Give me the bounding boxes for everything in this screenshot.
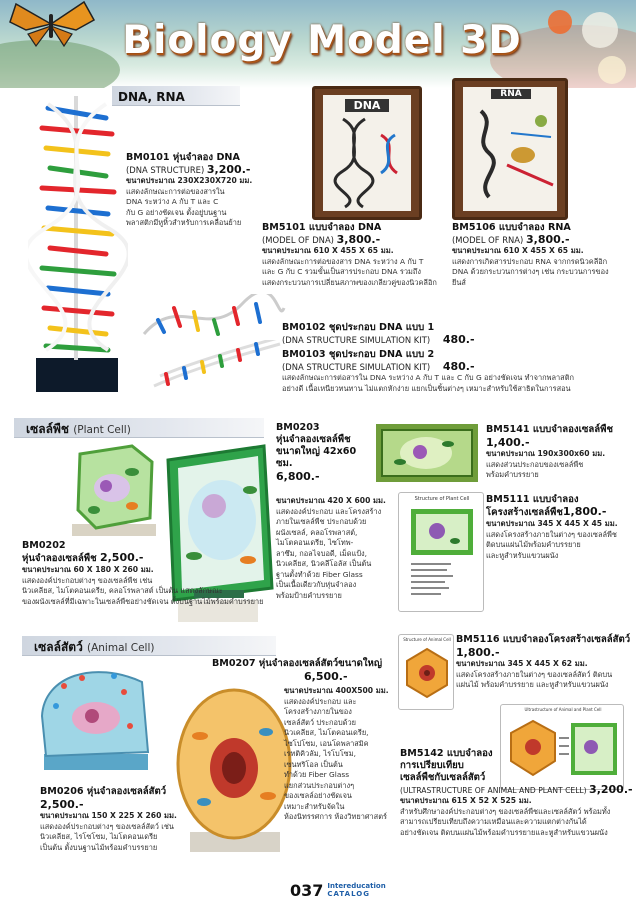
product-desc-line: นิวเคลียส, นิวคลีโอลัส เป็นต้น bbox=[276, 559, 372, 568]
product-code: BM5141 แบบจำลองเซลล์พืช bbox=[486, 424, 613, 435]
dna-board-label: DNA bbox=[345, 99, 389, 112]
product-desc-line: ไซโปโซม, เอนโดพลาสมิค bbox=[284, 738, 369, 748]
section-header-plant bbox=[14, 418, 264, 438]
product-code: BM5106 แบบจำลอง RNA bbox=[452, 222, 571, 233]
product-desc-line: แสดงลักษณะการต่อของสารใน bbox=[126, 186, 225, 196]
product-desc-line: อย่างชัดเจน ติดบนแผ่นไม้พร้อมคำบรรยายและหูสำหรับแขวนผนัง bbox=[400, 827, 608, 837]
product-bm0102 bbox=[282, 322, 582, 346]
product-size: ขนาดประมาณ 610 X 455 X 65 มม. bbox=[262, 246, 394, 255]
plant-cell-board-small-image bbox=[374, 422, 480, 484]
product-bm0101 bbox=[126, 152, 276, 229]
product-size: ขนาดประมาณ 60 X 180 X 260 มม. bbox=[22, 565, 154, 574]
footer-brand-line1: Intereducation bbox=[327, 882, 386, 890]
product-bm0206 bbox=[40, 786, 240, 853]
product-bm0207-details bbox=[284, 686, 410, 823]
product-price: 2,500.- bbox=[40, 798, 84, 811]
dna-kit-2-image bbox=[150, 340, 284, 390]
product-code: BM0203 bbox=[276, 422, 320, 433]
section-title-dna: DNA, RNA bbox=[118, 90, 185, 104]
product-bm0202 bbox=[22, 540, 312, 607]
plant-board-label: Structure of Plant Cell bbox=[414, 496, 470, 502]
plant-cell-small-model-image bbox=[66, 440, 162, 540]
product-desc-line: เรทติคิวลัม, ไรโบโซม, bbox=[284, 749, 356, 758]
product-code: BM5142 แบบจำลอง bbox=[400, 748, 493, 759]
section-title-animal-th: เซลล์สัตว์ bbox=[34, 640, 83, 654]
product-price: 1,800.- bbox=[456, 646, 500, 659]
product-desc-line: นิวเคลียส, ไรโซโซม, ไมโตคอนเดรีย bbox=[40, 832, 158, 841]
rna-board-label: RNA bbox=[491, 89, 531, 99]
product-code: BM0206 หุ่นจำลองเซลล์สัตว์ bbox=[40, 786, 167, 797]
product-desc-line: เซลล์สัตว์ ประกอบด้วย bbox=[284, 717, 356, 727]
product-subtitle: (ULTRASTRUCTURE OF ANIMAL AND PLANT CELL) 3,200.- bbox=[400, 783, 633, 796]
product-size: ขนาดประมาณ 615 X 52 X 525 มม. bbox=[400, 796, 532, 805]
product-size: ขนาดประมาณ 230X230X720 มม. bbox=[126, 176, 253, 185]
product-size: ขนาดประมาณ 610 X 455 X 65 มม. bbox=[452, 246, 584, 255]
product-desc-line: พร้อมป้ายคำบรรยาย bbox=[276, 590, 342, 600]
product-bm5142 bbox=[400, 748, 634, 838]
product-desc-line: นิวเคลียส, ไมโตคอนเดรีย, bbox=[284, 728, 369, 737]
product-desc-line: นิวเคลียส, ไมโตคอนเดรีย, คลอโรพลาสต์ เป็นต้น แสดงลักษณะ bbox=[22, 586, 223, 595]
product-desc-line: ห้องนิทรรศการ ห้องวิทยาศาสตร์ bbox=[284, 812, 387, 821]
product-desc-line: เป็นเนื้อเดียวกับหุ่นจำลอง bbox=[276, 580, 357, 589]
product-desc-line: แสดงองค์ประกอบต่างๆ ของเซลล์สัตว์ เช่น bbox=[40, 821, 174, 831]
product-size: ขนาดประมาณ 400X500 มม. bbox=[284, 686, 389, 695]
product-desc-line: เซนทริโอล เป็นต้น bbox=[284, 759, 343, 769]
product-desc-line: ติดบนแผ่นไม้พร้อมคำบรรยาย bbox=[486, 540, 581, 549]
product-code: BM0207 หุ่นจำลองเซลล์สัตว์ขนาดใหญ่ bbox=[212, 658, 383, 669]
animal-cell-small-model-image bbox=[34, 656, 156, 774]
product-name: หุ่นจำลองเซลล์พืช 2,500.- bbox=[22, 551, 144, 564]
section-header-dna bbox=[112, 86, 240, 106]
product-code: BM0103 ชุดประกอบ DNA แบบ 2 bbox=[282, 349, 435, 360]
product-desc-line: ผนังเซลล์, คลอโรพลาสต์, bbox=[276, 527, 358, 537]
product-desc-line: แสดงการเกิดสารประกอบ RNA จากกรดนิวคลีอิก bbox=[452, 256, 608, 266]
product-desc-line: และหูสำหรับแขวนผนัง bbox=[486, 550, 559, 560]
product-name: หุ่นจำลองเซลล์พืช bbox=[276, 434, 351, 445]
dna-helix-model-image bbox=[28, 88, 128, 398]
product-desc-line: แสดงองค์ประกอบ และ bbox=[284, 696, 357, 706]
product-name: เซลล์พืชกับเซลล์สัตว์ bbox=[400, 772, 486, 783]
product-desc-line: สามารถเปรียบเทียบถึงความเหมือนและความแตกต่างกันได้ bbox=[400, 817, 587, 826]
section-title-plant-en: (Plant Cell) bbox=[73, 424, 131, 436]
product-bm5101 bbox=[262, 222, 462, 288]
page-number: 037 bbox=[290, 880, 324, 900]
product-desc-line: แสดงโครงสร้างภายในต่างๆ ของเซลล์พืช bbox=[486, 529, 617, 539]
footer-brand-line2: CATALOG bbox=[327, 890, 370, 898]
product-code: BM0202 bbox=[22, 540, 66, 551]
product-bm5111 bbox=[486, 494, 632, 561]
product-desc-line: สำหรับศึกษาองค์ประกอบต่างๆ ของเซลล์พืชและเซลล์สัตว์ พร้อมทั้ง bbox=[400, 806, 611, 816]
product-desc-line: แสดงลักษณะการต่อสารใน DNA ระหว่าง A กับ T และ C กับ G อย่างชัดเจน ทำจากพลาสติก bbox=[282, 373, 574, 382]
product-subtitle: (MODEL OF DNA) 3,800.- bbox=[262, 233, 381, 246]
product-desc-line: แสดงองค์ประกอบ และโครงสร้าง bbox=[276, 506, 382, 516]
animal-board-label: Structure of Animal Cell bbox=[403, 637, 451, 642]
product-desc-line: ของเซลล์อย่างชัดเจน bbox=[284, 791, 352, 800]
product-subtitle: (DNA STRUCTURE SIMULATION KIT) 480.- bbox=[282, 360, 475, 373]
product-code: BM0102 ชุดประกอบ DNA แบบ 1 bbox=[282, 322, 435, 333]
product-price: 6,800.- bbox=[276, 470, 320, 483]
product-code: BM5101 แบบจำลอง DNA bbox=[262, 222, 382, 233]
footer bbox=[290, 880, 386, 900]
product-desc-line: เหมาะสำหรับจัดใน bbox=[284, 801, 345, 811]
page-title: Biology Model 3D bbox=[122, 18, 522, 63]
section-header-animal bbox=[22, 636, 276, 656]
product-bm5106 bbox=[452, 222, 632, 288]
product-code: BM5111 แบบจำลอง bbox=[486, 494, 579, 505]
product-code: BM0101 หุ่นจำลอง DNA bbox=[126, 152, 240, 163]
product-bm0103 bbox=[282, 349, 632, 394]
product-desc-line: แสดงกระบวนการเปลี่ยนสภาพของเกลียวคู่ของนิวคลีอิก bbox=[262, 277, 437, 287]
product-desc-line: แผ่นไม้ พร้อมคำบรรยาย และหูสำหรับแขวนผนัง bbox=[456, 680, 609, 689]
plant-cell-board-image bbox=[398, 492, 484, 612]
product-desc-line: DNA ด้วยกระบวนการต่างๆ เช่น กระบวนการของ bbox=[452, 267, 609, 276]
product-desc-line: แสดงส่วนประกอบของเซลล์พืช bbox=[486, 459, 584, 469]
product-name: โครงสร้างเซลล์พืช1,800.- bbox=[486, 505, 607, 518]
product-desc-line: แยกส่วนประกอบต่างๆ bbox=[284, 780, 355, 790]
product-name: การเปรียบเทียบ bbox=[400, 760, 464, 771]
product-desc-line: ฐานตั้งทำด้วย Fiber Glass bbox=[276, 569, 363, 579]
rna-board-image bbox=[452, 78, 568, 220]
product-price: 1,400.- bbox=[486, 436, 530, 449]
dna-kit-1-image bbox=[138, 294, 288, 342]
product-size: ขนาดประมาณ 345 X 445 X 62 มม. bbox=[456, 659, 588, 668]
product-price: 6,500.- bbox=[304, 670, 348, 683]
product-desc-line: โครงสร้างภายในของ bbox=[284, 707, 352, 716]
product-desc-line: พลาสติกมีหูหิ้วสำหรับการเคลื่อนย้าย bbox=[126, 218, 242, 227]
product-size: ขนาดประมาณ 345 X 445 X 45 มม. bbox=[486, 519, 618, 528]
product-size: ขนาดประมาณ 190x300x60 มม. bbox=[486, 449, 606, 458]
product-desc-line: ยีนส์ bbox=[452, 277, 466, 287]
product-desc-line: ของผนังเซลล์ที่มีเฉพาะในเซลล์พืชอย่างชัดเจน ตั้งบนฐานไม้พร้อมคำบรรยาย bbox=[22, 596, 264, 606]
product-desc-line: และ G กับ C รวมขั้นเป็นสารประกอบ DNA รวมถึง bbox=[262, 267, 421, 276]
product-desc-line: ไมโตคอนเดรีย, ไซโทพ- bbox=[276, 538, 354, 547]
product-subtitle: (DNA STRUCTURE SIMULATION KIT) 480.- bbox=[282, 333, 475, 346]
product-size: ขนาดประมาณ 420 X 600 มม. bbox=[276, 496, 386, 505]
product-desc-line: เป็นต้น ตั้งบนฐานไม้พร้อมคำบรรยาย bbox=[40, 842, 158, 852]
product-desc-line: ภายในเซลล์พืช ประกอบด้วย bbox=[276, 517, 367, 526]
product-code: BM5116 แบบจำลองโครงสร้างเซลล์สัตว์ bbox=[456, 634, 631, 645]
product-name-size: ขนาดใหญ่ 42x60 ซม. bbox=[276, 446, 357, 469]
dna-board-image bbox=[312, 86, 422, 220]
product-bm5141 bbox=[486, 424, 632, 481]
section-title-animal-en: (Animal Cell) bbox=[87, 642, 155, 654]
product-subtitle: (MODEL OF RNA) 3,800.- bbox=[452, 233, 570, 246]
product-desc-line: ทำด้วย Fiber Glass bbox=[284, 770, 350, 779]
product-desc-line: แสดงองค์ประกอบต่างๆ ของเซลล์พืช เช่น bbox=[22, 575, 153, 585]
footer-brand bbox=[327, 882, 385, 898]
product-subtitle: (DNA STRUCTURE) 3,200.- bbox=[126, 163, 251, 176]
product-size: ขนาดประมาณ 150 X 225 X 260 มม. bbox=[40, 811, 177, 820]
product-desc-line: กับ G อย่างชัดเจน ตั้งอยู่บนฐาน bbox=[126, 207, 227, 217]
product-desc-line: อย่างดี เนื้อเหนียวทนทาน ไม่แตกหักง่าย แยกเป็นชิ้นต่างๆ เหมาะสำหรับใช้สาธิตในการสอน bbox=[282, 383, 571, 393]
section-title-plant-th: เซลล์พืช bbox=[26, 422, 70, 436]
product-desc-line: DNA ระหว่าง A กับ T และ C bbox=[126, 197, 219, 206]
product-desc-line: แสดงลักษณะการต่อของสาร DNA ระหว่าง A กับ T bbox=[262, 256, 424, 266]
product-desc-line: ลาซึม, กอลไจบอดี, เม็ดแป้ง, bbox=[276, 548, 367, 558]
product-bm0203 bbox=[276, 422, 372, 483]
comparison-board-label: Ultrastructure of Animal and Plant Cell bbox=[524, 707, 602, 712]
product-desc-line: พร้อมคำบรรยาย bbox=[486, 470, 539, 479]
product-desc-line: แสดงโครงสร้างภายในต่างๆ ของเซลล์สัตว์ ติดบน bbox=[456, 669, 613, 679]
product-bm5116 bbox=[456, 634, 636, 691]
product-bm0207 bbox=[212, 658, 412, 683]
